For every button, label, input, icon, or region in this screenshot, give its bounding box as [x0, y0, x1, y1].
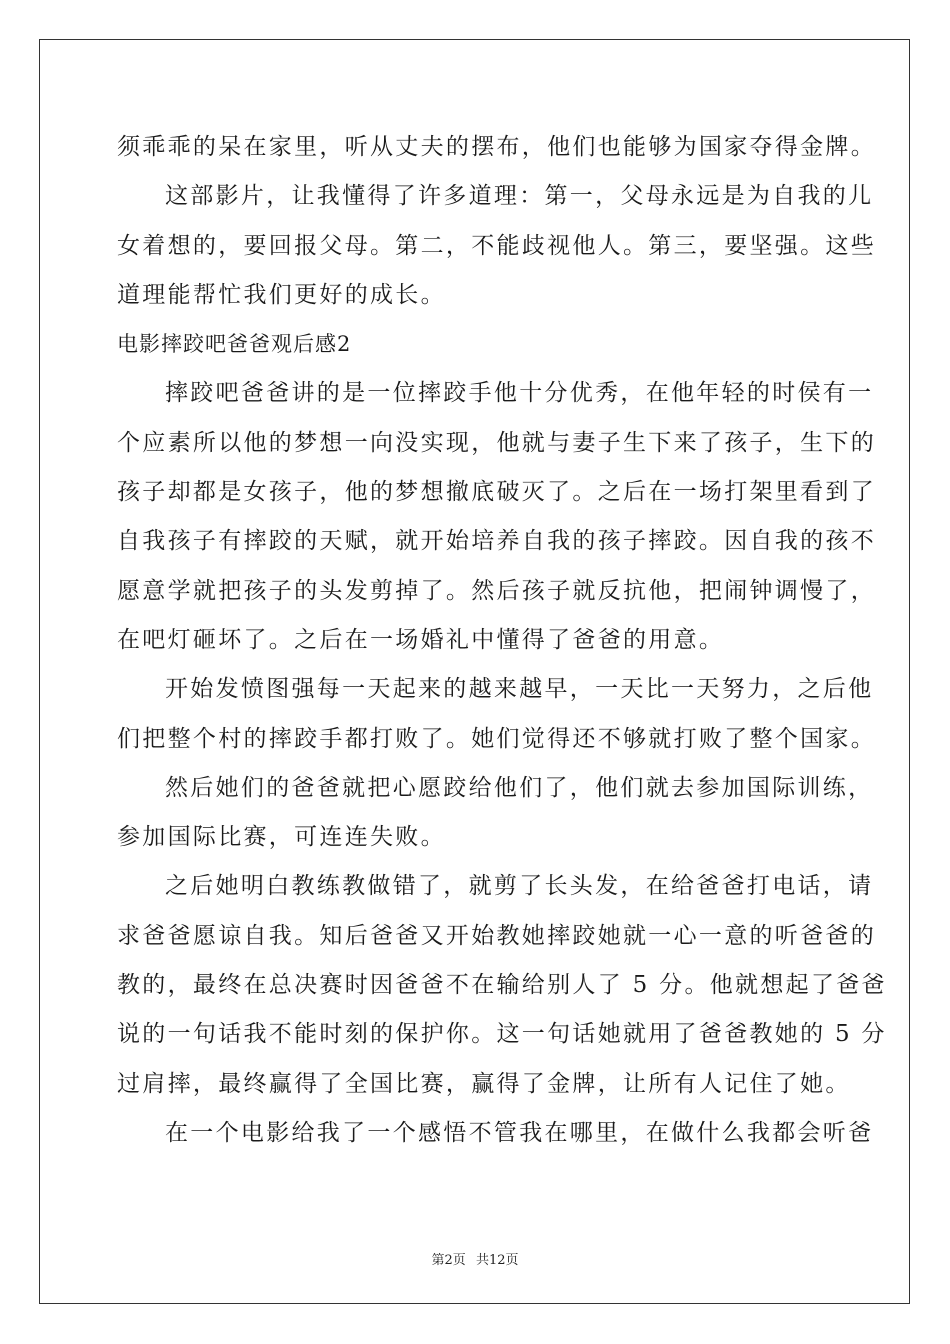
text-line: 说的一句话我不能时刻的保护你。这一句话她就用了爸爸教她的 5 分: [117, 1021, 887, 1048]
text-line: 在吧灯砸坏了。之后在一场婚礼中懂得了爸爸的用意。: [117, 626, 725, 653]
text-line: 孩子却都是女孩子，他的梦想撤底破灭了。之后在一场打架里看到了: [117, 479, 876, 506]
text-line: 之后她明白教练教做错了，就剪了长头发，在给爸爸打电话，请: [165, 873, 874, 900]
text-line: 然后她们的爸爸就把心愿跤给他们了，他们就去参加国际训练，: [165, 774, 874, 801]
text-line: 须乖乖的呆在家里，听从丈夫的摆布，他们也能够为国家夺得金牌。: [117, 134, 876, 160]
text-line: 女着想的，要回报父母。第二，不能歧视他人。第三，要坚强。这些: [117, 232, 876, 259]
text-line: 道理能帮忙我们更好的成长。: [117, 281, 446, 308]
section-heading: 电影摔跤吧爸爸观后感2: [117, 332, 352, 357]
document-body: [117, 128, 887, 1163]
page-number: 第2页: [431, 1253, 466, 1268]
text-line: 开始发愤图强每一天起来的越来越早，一天比一天努力，之后他: [165, 676, 874, 703]
text-line: 个应素所以他的梦想一向没实现，他就与妻子生下来了孩子，生下的: [117, 429, 876, 456]
text-line: 参加国际比赛，可连连失败。: [117, 824, 446, 851]
text-line: 愿意学就把孩子的头发剪掉了。然后孩子就反抗他，把闹钟调慢了，: [117, 577, 876, 604]
page-total: 共12页: [475, 1253, 519, 1268]
text-line: 求爸爸愿谅自我。知后爸爸又开始教她摔跤她就一心一意的听爸爸的: [117, 922, 876, 949]
text-line: 摔跤吧爸爸讲的是一位摔跤手他十分优秀，在他年轻的时侯有一: [165, 380, 874, 407]
text-line: 过肩摔，最终赢得了全国比赛，赢得了金牌，让所有人记住了她。: [117, 1070, 851, 1097]
page-footer: [0, 1249, 950, 1268]
text-line: 自我孩子有摔跤的天赋，就开始培养自我的孩子摔跤。因自我的孩不: [117, 528, 876, 555]
text-line: 教的，最终在总决赛时因爸爸不在输给别人了 5 分。他就想起了爸爸: [117, 972, 887, 999]
text-line: 们把整个村的摔跤手都打败了。她们觉得还不够就打败了整个国家。: [117, 725, 876, 752]
text-line: 在一个电影给我了一个感悟不管我在哪里，在做什么我都会听爸: [165, 1119, 874, 1146]
text-line: 这部影片，让我懂得了许多道理：第一，父母永远是为自我的儿: [165, 183, 874, 210]
